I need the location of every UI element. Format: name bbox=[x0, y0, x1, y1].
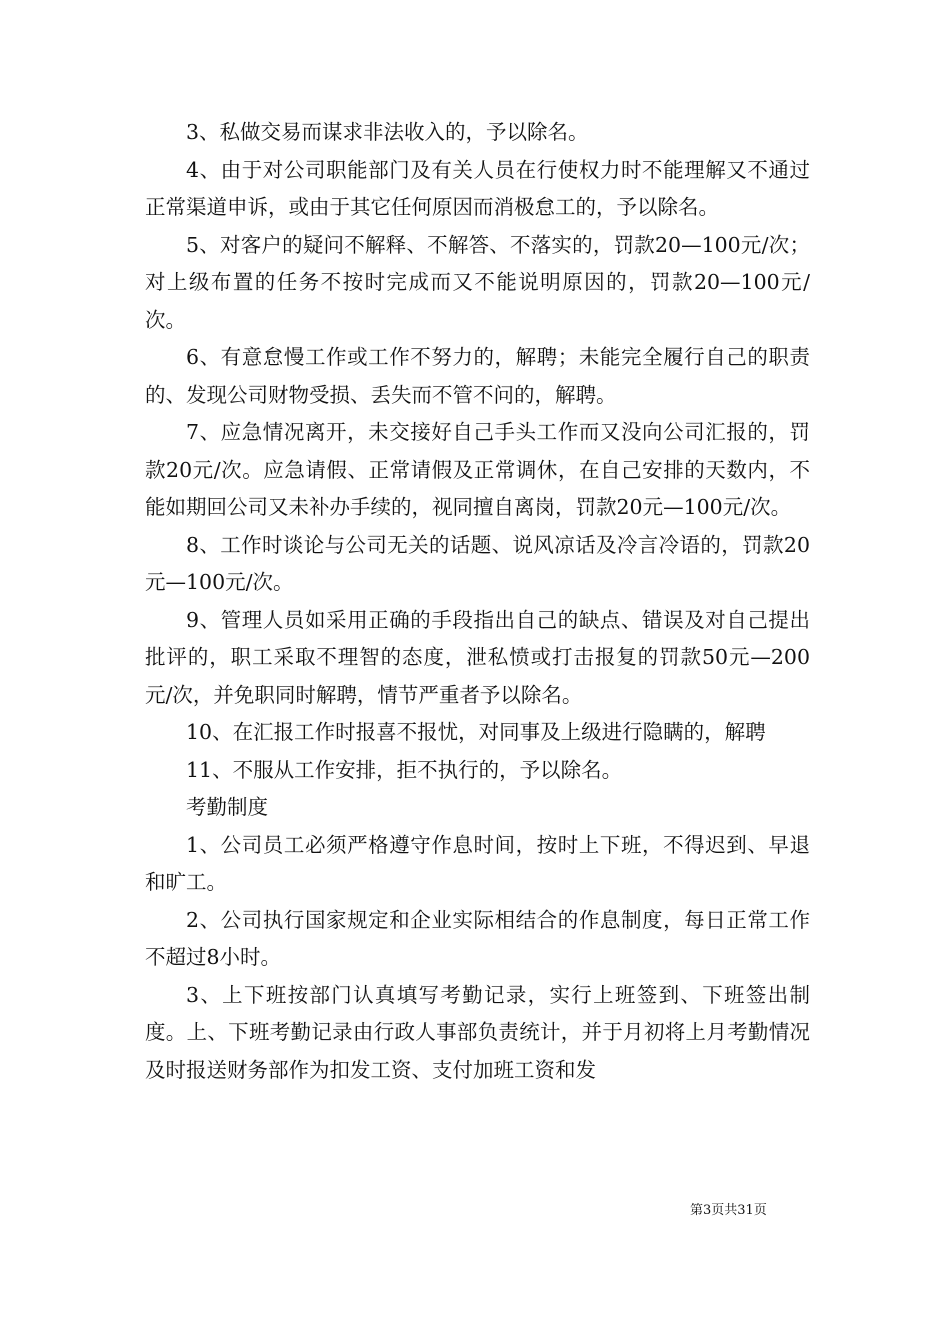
paragraph-rule-4: 4、由于对公司职能部门及有关人员在行使权力时不能理解又不通过正常渠道申诉，或由于其它任何原因而消极怠工的，予以除名。 bbox=[145, 157, 810, 219]
paragraph-attendance-1: 1、公司员工必须严格遵守作息时间，按时上下班，不得迟到、早退和旷工。 bbox=[145, 832, 810, 894]
paragraph-attendance-2: 2、公司执行国家规定和企业实际相结合的作息制度，每日正常工作不超过8小时。 bbox=[145, 907, 810, 969]
document-body bbox=[145, 114, 810, 1089]
paragraph-rule-8: 8、工作时谈论与公司无关的话题、说风凉话及冷言冷语的，罚款20元—100元/次。 bbox=[145, 532, 810, 594]
paragraph-rule-9: 9、管理人员如采用正确的手段指出自己的缺点、错误及对自己提出批评的，职工采取不理智的态度，泄私愤或打击报复的罚款50元—200元/次，并免职同时解聘，情节严重者予以除名。 bbox=[145, 607, 810, 707]
paragraph-rule-10: 10、在汇报工作时报喜不报忧，对同事及上级进行隐瞒的，解聘 bbox=[186, 720, 766, 744]
paragraph-attendance-3: 3、上下班按部门认真填写考勤记录，实行上班签到、下班签出制度。上、下班考勤记录由行政人事部负责统计，并于月初将上月考勤情况及时报送财务部作为扣发工资、支付加班工资和发 bbox=[145, 982, 810, 1082]
paragraph-rule-3: 3、私做交易而谋求非法收入的，予以除名。 bbox=[186, 120, 589, 144]
paragraph-rule-5: 5、对客户的疑问不解释、不解答、不落实的，罚款20—100元/次；对上级布置的任务不按时完成而又不能说明原因的，罚款20—100元/次。 bbox=[145, 232, 810, 332]
paragraph-rule-7: 7、应急情况离开，未交接好自己手头工作而又没向公司汇报的，罚款20元/次。应急请假、正常请假及正常调休，在自己安排的天数内，不能如期回公司又未补办手续的，视同擅自离岗，罚款20元—100元/次。 bbox=[145, 420, 810, 519]
section-heading-attendance: 考勤制度 bbox=[186, 795, 268, 819]
page-number-footer: 第3页共31页 bbox=[690, 1203, 767, 1218]
paragraph-rule-6: 6、有意怠慢工作或工作不努力的，解聘；未能完全履行自己的职责的、发现公司财物受损、丢失而不管不问的，解聘。 bbox=[145, 345, 810, 407]
paragraph-rule-11: 11、不服从工作安排，拒不执行的，予以除名。 bbox=[186, 757, 623, 782]
